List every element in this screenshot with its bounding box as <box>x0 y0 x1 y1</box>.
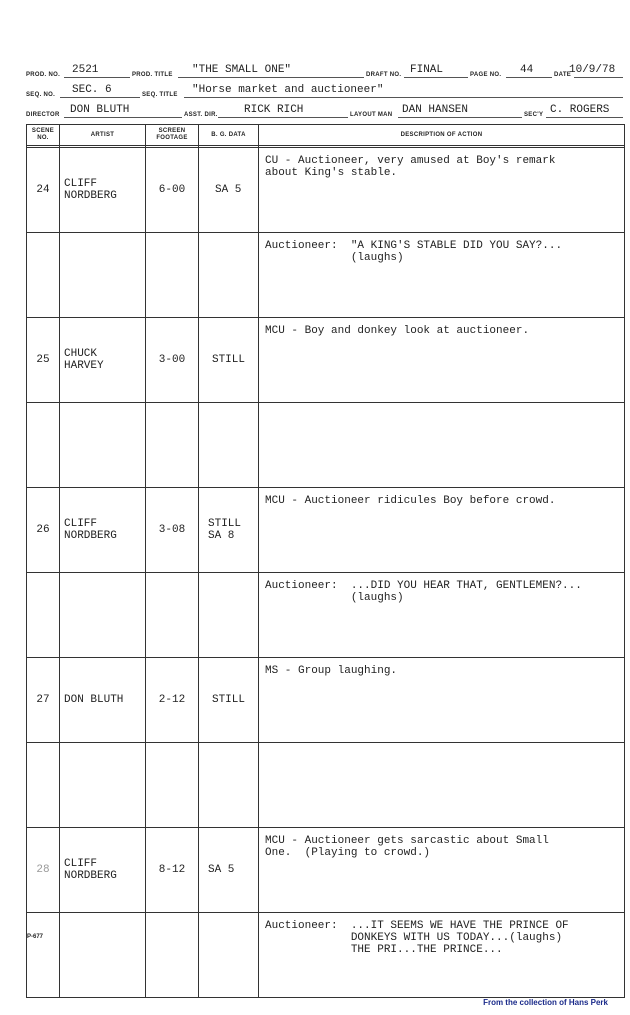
description-cell: CU - Auctioneer, very amused at Boy's remark about King's stable. <box>259 148 625 233</box>
seq-title-value: "Horse market and auctioneer" <box>192 84 384 96</box>
scene-no-cell <box>27 743 60 828</box>
layout-man-label: LAYOUT MAN <box>350 112 393 118</box>
description-cell <box>259 403 625 488</box>
col-scene-no: SCENE NO. <box>27 125 60 146</box>
seq-title-label: SEQ. TITLE <box>142 92 178 98</box>
footage-cell: 8-12 <box>146 828 199 913</box>
bg-data-cell <box>199 233 259 318</box>
scene-no-cell: 26 <box>27 488 60 573</box>
bg-data-cell: STILL <box>199 658 259 743</box>
col-bg-data: B. G. DATA <box>199 125 259 146</box>
header-line-3 <box>26 104 623 118</box>
table-row <box>27 318 625 403</box>
scene-table <box>26 124 625 998</box>
seq-no-value: SEC. 6 <box>72 84 112 96</box>
collection-credit: From the collection of Hans Perk <box>483 998 608 1007</box>
footage-cell: 6-00 <box>146 148 199 233</box>
form-code: P-677 <box>27 934 44 940</box>
table-row <box>27 828 625 913</box>
seq-no-label: SEQ. NO. <box>26 92 56 98</box>
prod-no-label: PROD. NO. <box>26 72 61 78</box>
artist-cell <box>60 573 146 658</box>
description-cell: Auctioneer: ...DID YOU HEAR THAT, GENTLEMEN?... (laughs) <box>259 573 625 658</box>
artist-cell: CHUCK HARVEY <box>60 318 146 403</box>
artist-cell <box>60 913 146 998</box>
description-cell: Auctioneer: "A KING'S STABLE DID YOU SAY?... (laughs) <box>259 233 625 318</box>
table-row <box>27 573 625 658</box>
footage-cell <box>146 743 199 828</box>
asst-dir-label: ASST. DIR. <box>184 112 218 118</box>
date-value: 10/9/78 <box>569 64 616 76</box>
seq-no-underline <box>60 97 140 98</box>
prod-no-underline <box>64 77 130 78</box>
scene-no-cell <box>27 913 60 998</box>
header-line-2 <box>26 84 623 98</box>
col-artist: ARTIST <box>60 125 146 146</box>
description-cell: MS - Group laughing. <box>259 658 625 743</box>
bg-data-cell <box>199 403 259 488</box>
footage-cell <box>146 233 199 318</box>
page-no-value: 44 <box>520 64 534 76</box>
footage-cell: 3-00 <box>146 318 199 403</box>
asst-dir-value: RICK RICH <box>244 104 304 116</box>
draft-no-label: DRAFT NO. <box>366 72 402 78</box>
col-screen-footage: SCREEN FOOTAGE <box>146 125 199 146</box>
prod-title-underline <box>178 77 364 78</box>
artist-cell: CLIFF NORDBERG <box>60 828 146 913</box>
page-no-underline <box>506 77 552 78</box>
footage-cell: 3-08 <box>146 488 199 573</box>
scene-no-cell: 24 <box>27 148 60 233</box>
asst-dir-underline <box>218 117 348 118</box>
description-cell: MCU - Auctioneer ridicules Boy before crowd. <box>259 488 625 573</box>
artist-cell <box>60 233 146 318</box>
scene-no-cell <box>27 573 60 658</box>
director-label: DIRECTOR <box>26 112 60 118</box>
table-row <box>27 913 625 998</box>
secy-value: C. ROGERS <box>550 104 610 116</box>
col-description: DESCRIPTION OF ACTION <box>259 125 625 146</box>
description-cell: MCU - Auctioneer gets sarcastic about Small One. (Playing to crowd.) <box>259 828 625 913</box>
scene-no-cell: 27 <box>27 658 60 743</box>
description-cell: MCU - Boy and donkey look at auctioneer. <box>259 318 625 403</box>
prod-title-value: "THE SMALL ONE" <box>192 64 292 76</box>
date-underline <box>574 77 623 78</box>
bg-data-cell <box>199 913 259 998</box>
secy-underline <box>546 117 623 118</box>
artist-cell: CLIFF NORDBERG <box>60 488 146 573</box>
artist-cell: DON BLUTH <box>60 658 146 743</box>
scene-no-cell: 25 <box>27 318 60 403</box>
director-value: DON BLUTH <box>70 104 130 116</box>
prod-title-label: PROD. TITLE <box>132 72 173 78</box>
artist-cell <box>60 743 146 828</box>
footage-cell <box>146 403 199 488</box>
table-row <box>27 403 625 488</box>
bg-data-cell <box>199 573 259 658</box>
draft-no-underline <box>404 77 468 78</box>
draft-no-value: FINAL <box>410 64 444 76</box>
secy-label: SEC'Y <box>524 112 544 118</box>
description-cell <box>259 743 625 828</box>
bg-data-cell: STILL <box>199 318 259 403</box>
page-no-label: PAGE NO. <box>470 72 502 78</box>
scene-no-cell <box>27 403 60 488</box>
table-row <box>27 743 625 828</box>
scene-no-cell: 28 <box>27 828 60 913</box>
layout-man-underline <box>398 117 522 118</box>
header-line-1 <box>26 64 623 78</box>
table-row <box>27 488 625 573</box>
table-header-row <box>27 125 625 146</box>
director-underline <box>64 117 182 118</box>
description-cell: Auctioneer: ...IT SEEMS WE HAVE THE PRINCE OF DONKEYS WITH US TODAY...(laughs) THE PRI...THE PRINCE... <box>259 913 625 998</box>
footage-cell <box>146 913 199 998</box>
bg-data-cell: SA 5 <box>199 148 259 233</box>
table-row <box>27 658 625 743</box>
table-row <box>27 148 625 233</box>
footage-cell: 2-12 <box>146 658 199 743</box>
bg-data-cell: STILL SA 8 <box>199 488 259 573</box>
date-label: DATE <box>554 72 572 78</box>
seq-title-underline <box>184 97 623 98</box>
bg-data-cell: SA 5 <box>199 828 259 913</box>
artist-cell <box>60 403 146 488</box>
artist-cell: CLIFF NORDBERG <box>60 148 146 233</box>
prod-no-value: 2521 <box>72 64 99 76</box>
bg-data-cell <box>199 743 259 828</box>
scene-no-cell <box>27 233 60 318</box>
layout-man-value: DAN HANSEN <box>402 104 469 116</box>
footage-cell <box>146 573 199 658</box>
table-row <box>27 233 625 318</box>
